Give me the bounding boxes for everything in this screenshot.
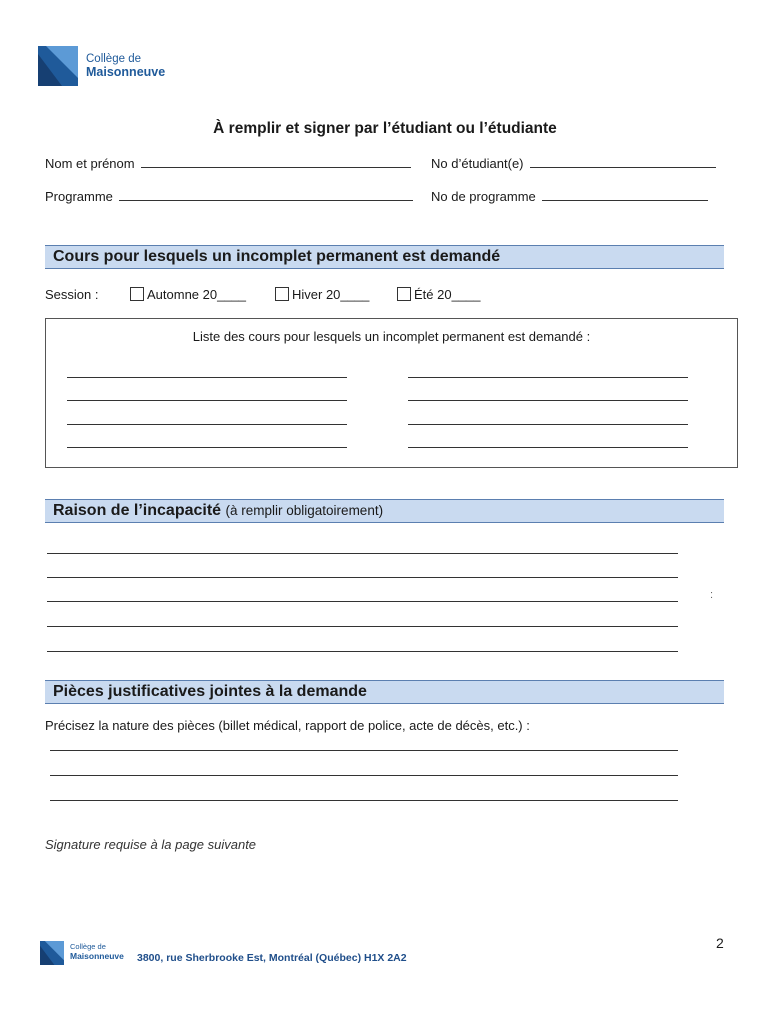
documents-instruction: Précisez la nature des pièces (billet médical, rapport de police, acte de décès, etc.) :: [45, 718, 530, 733]
session-option-summer[interactable]: [397, 287, 481, 302]
signature-note: Signature requise à la page suivante: [45, 837, 257, 852]
footer-logo-mark-icon: [40, 941, 64, 965]
program-input-line[interactable]: [119, 189, 413, 201]
summer-label: Été 20____: [414, 287, 481, 302]
autumn-checkbox[interactable]: [130, 287, 144, 301]
program-field-row: [45, 189, 413, 204]
name-label: Nom et prénom: [45, 156, 135, 171]
winter-checkbox[interactable]: [275, 287, 289, 301]
course-line[interactable]: [408, 447, 688, 448]
documents-section-title: Pièces justificatives jointes à la demande: [53, 683, 367, 700]
footer-logo-line1: Collège de: [70, 942, 106, 951]
program-number-label: No de programme: [431, 189, 536, 204]
reason-line[interactable]: [47, 553, 678, 554]
courses-section-header: [45, 245, 724, 269]
session-label: Session :: [45, 287, 99, 302]
documents-line[interactable]: [50, 775, 678, 776]
program-number-input-line[interactable]: [542, 189, 708, 201]
course-line[interactable]: [408, 424, 688, 425]
courses-section-title: Cours pour lesquels un incomplet permanent est demandé: [53, 248, 501, 265]
college-logo: [38, 46, 178, 86]
course-list-title: Liste des cours pour lesquels un incomplet permanent est demandé :: [192, 329, 591, 344]
course-line[interactable]: [67, 400, 347, 401]
reason-section-title: Raison de l’incapacité: [53, 502, 222, 519]
program-number-row: [431, 189, 708, 204]
student-number-label: No d’étudiant(e): [431, 156, 524, 171]
student-number-row: [431, 156, 716, 171]
footer-logo-line2: Maisonneuve: [70, 951, 124, 961]
autumn-label: Automne 20____: [147, 287, 247, 302]
program-label: Programme: [45, 189, 113, 204]
winter-label: Hiver 20____: [292, 287, 370, 302]
reason-line[interactable]: [47, 577, 678, 578]
reason-section-subtitle: (à remplir obligatoirement): [225, 503, 384, 518]
course-line[interactable]: [67, 447, 347, 448]
course-line[interactable]: [408, 400, 688, 401]
footer-address: 3800, rue Sherbrooke Est, Montréal (Québec) H1X 2A2: [137, 952, 407, 964]
session-option-winter[interactable]: [275, 287, 369, 302]
documents-line[interactable]: [50, 800, 678, 801]
logo-line1: Collège de: [86, 53, 141, 65]
course-line[interactable]: [408, 377, 688, 378]
name-input-line[interactable]: [141, 156, 411, 168]
course-line[interactable]: [67, 424, 347, 425]
reason-line[interactable]: [47, 651, 678, 652]
course-list-box: [45, 318, 738, 468]
student-number-input-line[interactable]: [530, 156, 716, 168]
page-number: 2: [716, 935, 724, 951]
reason-line[interactable]: [47, 626, 678, 627]
documents-section-header: [45, 680, 724, 704]
course-line[interactable]: [67, 377, 347, 378]
page-title: À remplir et signer par l’étudiant ou l’étudiante: [213, 120, 557, 137]
session-option-autumn[interactable]: [130, 287, 246, 302]
logo-line2: Maisonneuve: [86, 65, 166, 79]
footer-logo: [40, 940, 130, 966]
name-field-row: [45, 156, 411, 171]
reason-section-header: [45, 499, 724, 523]
stray-colon: :: [710, 589, 714, 601]
logo-mark-icon: [38, 46, 78, 86]
reason-line[interactable]: [47, 601, 678, 602]
documents-line[interactable]: [50, 750, 678, 751]
summer-checkbox[interactable]: [397, 287, 411, 301]
